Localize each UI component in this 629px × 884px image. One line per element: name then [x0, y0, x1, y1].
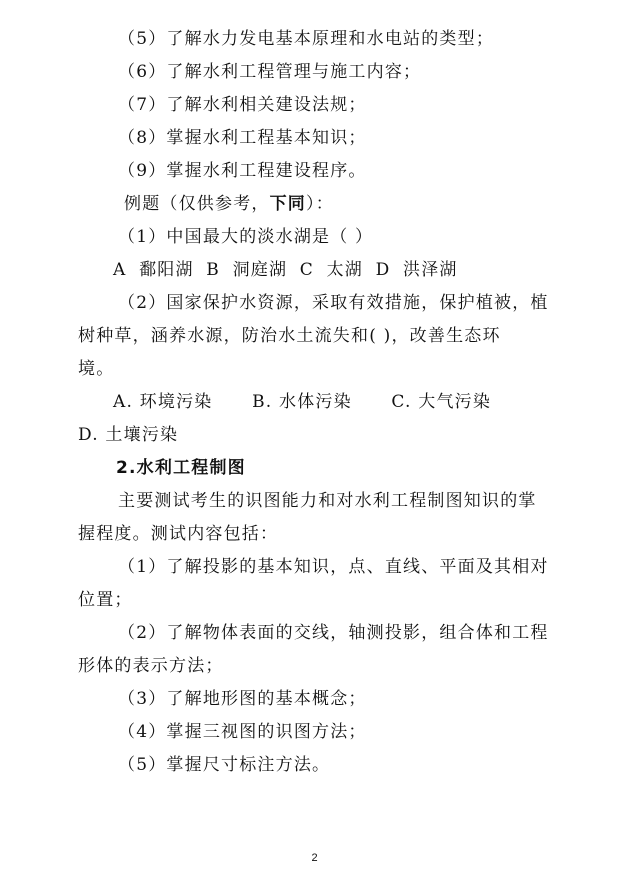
- section-item-2-line-1: （2）了解物体表面的交线，轴测投影，组合体和工程: [118, 623, 549, 643]
- examples-intro-suffix: ）：: [306, 194, 334, 214]
- section-intro-line-2: 握程度。测试内容包括：: [78, 524, 279, 544]
- section-item-4: （4）掌握三视图的识图方法；: [118, 722, 367, 742]
- requirement-item-6: （6）了解水利工程管理与施工内容；: [118, 62, 422, 82]
- section-item-3: （3）了解地形图的基本概念；: [118, 689, 367, 709]
- requirement-item-9: （9）掌握水利工程建设程序。: [118, 161, 367, 181]
- examples-intro-prefix: 例题（仅供参考，: [124, 194, 270, 214]
- requirement-item-5: （5）了解水力发电基本原理和水电站的类型；: [118, 29, 495, 49]
- section-intro-line-1: 主要测试考生的识图能力和对水利工程制图知识的掌: [118, 491, 537, 511]
- question-2-line-1: （2）国家保护水资源，采取有效措施，保护植被，植: [118, 293, 549, 313]
- section-item-5: （5）掌握尺寸标注方法。: [118, 755, 331, 775]
- question-1-options: A 鄱阳湖 B 洞庭湖 C 太湖 D 洪泽湖: [113, 260, 458, 280]
- section-item-2-line-2: 形体的表示方法；: [78, 656, 224, 676]
- section-item-1-line-2: 位置；: [78, 590, 133, 610]
- question-2-line-2: 树种草，涵养水源，防治水土流失和( )，改善生态环: [78, 326, 501, 346]
- page-number: 2: [311, 852, 318, 864]
- question-2-options-line-1: A. 环境污染 B. 水体污染 C. 大气污染: [113, 392, 492, 412]
- requirement-item-8: （8）掌握水利工程基本知识；: [118, 128, 367, 148]
- examples-intro: [0, 193, 629, 215]
- question-2-line-3: 境。: [78, 359, 115, 379]
- section-item-1-line-1: （1）了解投影的基本知识，点、直线、平面及其相对: [118, 557, 549, 577]
- requirement-item-7: （7）了解水利相关建设法规；: [118, 95, 367, 115]
- examples-intro-bold: 下同: [269, 194, 307, 214]
- section-heading: 2.水利工程制图: [116, 458, 246, 478]
- question-2-options-line-2: D. 土壤污染: [78, 425, 179, 445]
- question-1: （1）中国最大的淡水湖是（ ）: [118, 227, 374, 247]
